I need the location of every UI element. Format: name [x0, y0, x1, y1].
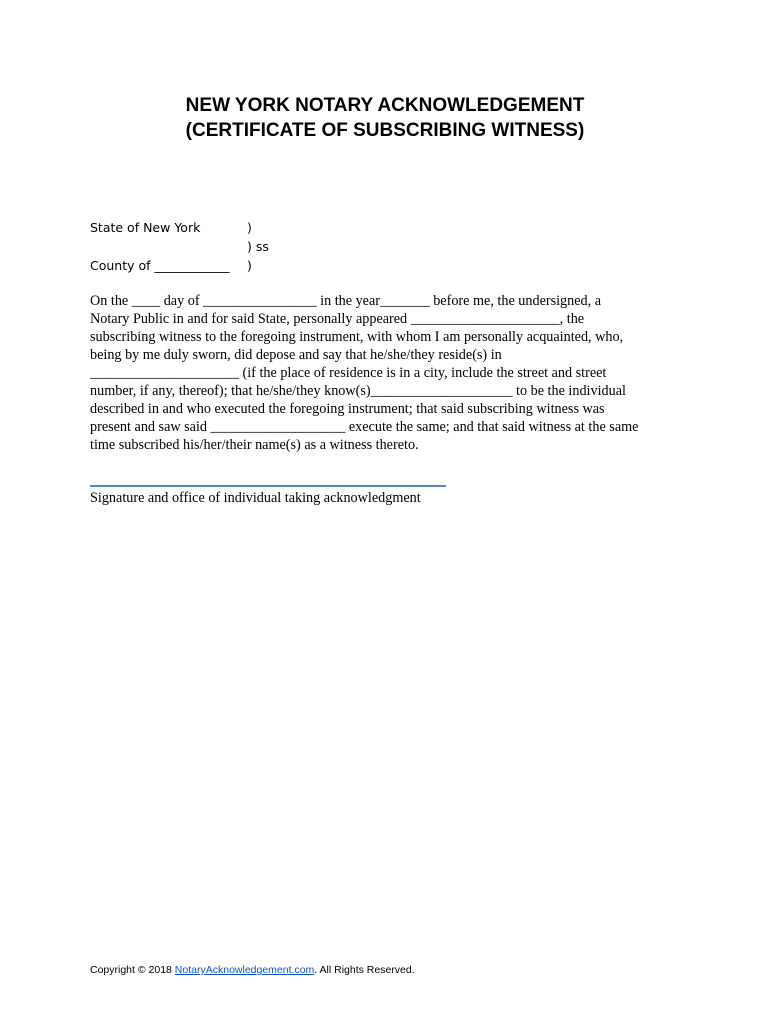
footer-suffix: . All Rights Reserved. [314, 964, 415, 976]
body-line: time subscribed his/her/their name(s) as a witness thereto. [90, 437, 419, 453]
body-line: Notary Public in and for said State, personally appeared _____________________, the [90, 311, 585, 327]
footer-prefix: Copyright © 2018 [90, 964, 175, 976]
body-line: _____________________ (if the place of residence is in a city, include the street and street [90, 365, 607, 381]
body-line: described in and who executed the foregoing instrument; that said subscribing witness was [90, 401, 605, 417]
footer-site-link[interactable]: NotaryAcknowledgement.com [174, 964, 315, 976]
body-line: being by me duly sworn, did depose and say that he/she/they reside(s) in [90, 347, 502, 363]
copyright-footer [90, 963, 415, 977]
county-label: County of ____________ [90, 258, 230, 273]
venue-paren-3: ) [247, 258, 252, 273]
body-line: subscribing witness to the foregoing instrument, with whom I am personally acquainted, who, [90, 329, 624, 345]
body-line: number, if any, thereof); that he/she/they know(s)____________________ to be the individual [90, 383, 626, 399]
venue-paren-1: ) [247, 220, 252, 235]
acknowledgement-body [90, 292, 682, 454]
body-line: present and saw said ___________________ execute the same; and that said witness at the same [90, 419, 639, 435]
venue-paren-ss: ) ss [247, 239, 269, 254]
signature-line[interactable] [90, 485, 446, 487]
document-title-line2: (CERTIFICATE OF SUBSCRIBING WITNESS) [185, 120, 585, 141]
body-line: On the ____ day of ________________ in the year_______ before me, the undersigned, a [90, 293, 602, 309]
state-label: State of New York [90, 220, 201, 235]
signature-caption: Signature and office of individual taking acknowledgment [90, 490, 421, 506]
document-title-line1: NEW YORK NOTARY ACKNOWLEDGEMENT [185, 95, 585, 116]
